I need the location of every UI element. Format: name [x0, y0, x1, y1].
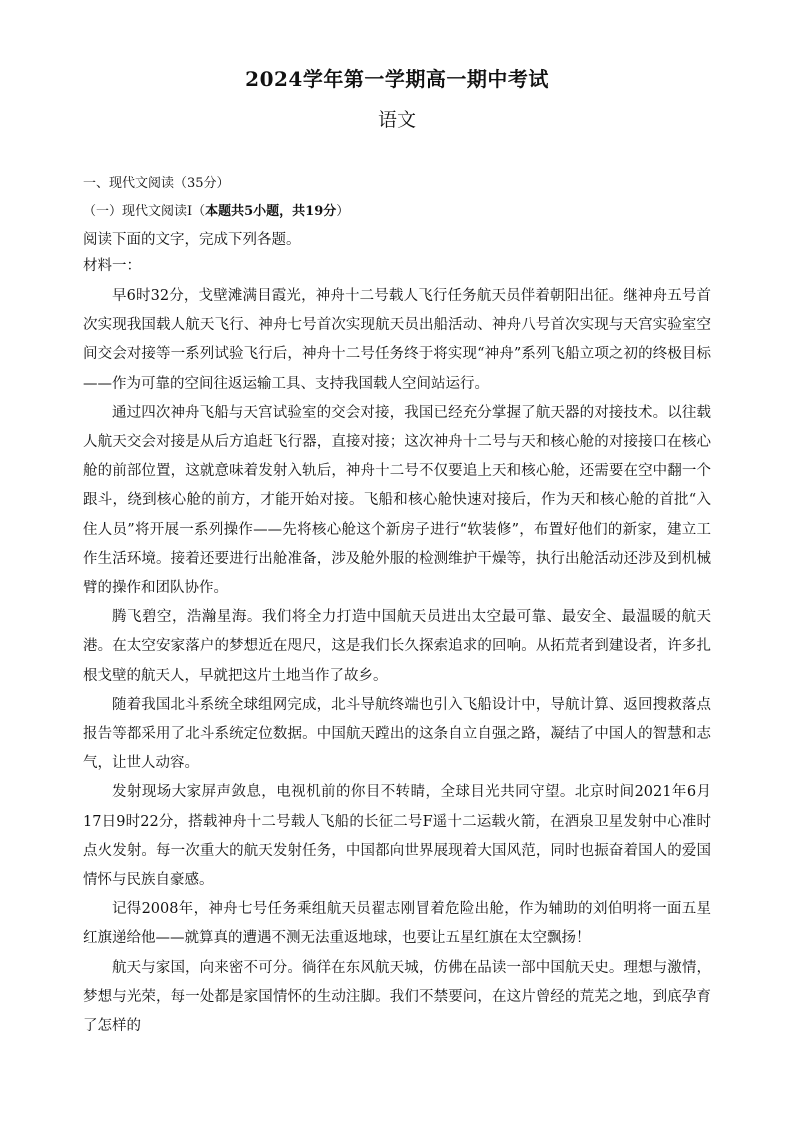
paragraph-7: 航天与家国，向来密不可分。徜徉在东风航天城，仿佛在品读一部中国航天史。理想与激情，梦想与光荣，每一处都是家国情怀的生动注脚。我们不禁要问，在这片曾经的荒芜之地，到底孕育了怎样的 — [83, 959, 711, 1035]
paragraph-6: 记得2008年，神舟七号任务乘组航天员翟志刚冒着危险出舱，作为辅助的刘伯明将一面五星红旗递给他——就算真的遭遇不测无法重返地球，也要让五星红旗在太空飘扬！ — [83, 901, 711, 947]
subsection-score-info: 本题共5小题，共19分 — [205, 204, 337, 219]
paragraph-4: 随着我国北斗系统全球组网完成，北斗导航终端也引入飞船设计中，导航计算、返回搜救落点报告等都采用了北斗系统定位数据。中国航天蹚出的这条自立自强之路，凝结了中国人的智慧和志气，让世人动容。 — [83, 696, 711, 772]
exam-title: 2024学年第一学期高一期中考试 — [245, 67, 549, 91]
paragraph-3: 腾飞碧空，浩瀚星海。我们将全力打造中国航天员进出太空最可靠、最安全、最温暖的航天港。在太空安家落户的梦想近在咫尺，这是我们长久探索追求的回响。从拓荒者到建设者，许多扎根戈壁的航天人，早就把这片土地当作了故乡。 — [83, 609, 711, 684]
subsection-heading — [83, 200, 711, 224]
paragraph-2: 通过四次神舟飞船与天宫试验室的交会对接，我国已经充分掌握了航天器的对接技术。以往载人航天交会对接是从后方追赶飞行器，直接对接；这次神舟十二号与天和核心舱的对接接口在核心舱的前部位置，这就意味着发射入轨后，神舟十二号不仅要追上天和核心舱，还需要在空中翻一个跟斗，绕到核心舱的前方，才能开始对接。飞船和核心舱快速对接后，作为天和核心舱的首批“入住人员”将开展一系列操作——先将核心舱这个新房子进行“软装修”，布置好他们的新家，建立工作生活环境。接着还要进行出舱准备，涉及舱外服的检测维护干燥等，执行出舱活动还涉及到机械臂的操作和团队协作。 — [83, 404, 711, 597]
subject-heading: 语文 — [377, 109, 416, 131]
paragraph-1: 早6时32分，戈壁滩满目霞光，神舟十二号载人飞行任务航天员伴着朝阳出征。继神舟五号首次实现我国载人航天飞行、神舟七号首次实现航天员出船活动、神舟八号首次实现与天宫实验室空间交会对接等一系列试验飞行后，神舟十二号任务终于将实现“神舟”系列飞船立项之初的终极目标——作为可靠的空间往返运输工具、支持我国载人空间站运行。 — [83, 288, 711, 392]
subsection-suffix: ） — [336, 204, 350, 219]
subsection-prefix: （一）现代文阅读Ⅰ（ — [83, 204, 206, 219]
section-heading: 一、现代文阅读（35分） — [83, 176, 230, 191]
content-body — [83, 172, 711, 1041]
material-label: 材料一： — [83, 258, 141, 274]
paragraph-5: 发射现场大家屏声敛息，电视机前的你目不转睛，全球目光共同守望。北京时间2021年6月17日9时22分，搭载神舟十二号载人飞船的长征二号F遥十二运载火箭，在酒泉卫星发射中心准时点火发射。每一次重大的航天发射任务，中国都向世界展现着大国风范，同时也振奋着国人的爱国情怀与民族自豪感。 — [83, 784, 711, 889]
reading-instruction: 阅读下面的文字，完成下列各题。 — [83, 232, 301, 248]
